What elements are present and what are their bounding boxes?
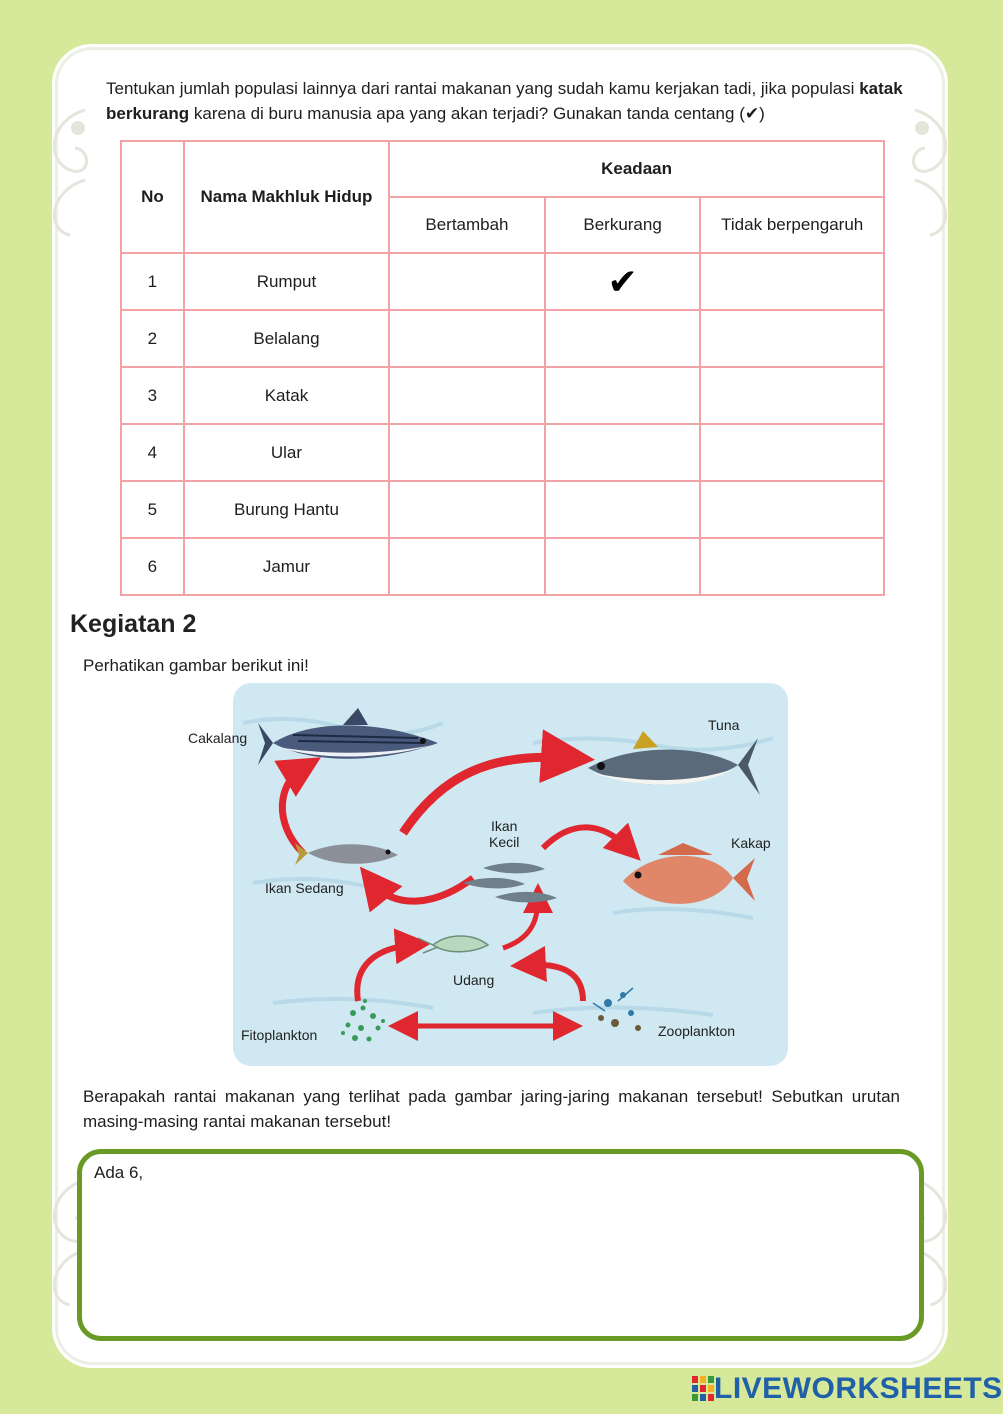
row-no: 5 <box>121 481 184 538</box>
cell-no-effect[interactable] <box>700 538 884 595</box>
label-udang: Udang <box>453 972 495 988</box>
population-table <box>120 140 885 596</box>
header-no: No <box>121 141 184 253</box>
cell-decrease[interactable] <box>545 310 701 367</box>
cell-increase[interactable] <box>389 367 545 424</box>
label-zooplankton: Zooplankton <box>658 1023 736 1039</box>
intro-text-1: Tentukan jumlah populasi lainnya dari rantai makanan yang sudah kamu kerjakan tadi, jika populasi <box>106 79 860 98</box>
cell-decrease[interactable] <box>545 538 701 595</box>
label-tuna: Tuna <box>708 717 740 733</box>
cell-no-effect[interactable] <box>700 481 884 538</box>
cell-decrease[interactable] <box>545 481 701 538</box>
label-ikan-kecil-line1: Ikan <box>491 818 518 834</box>
row-name: Katak <box>184 367 389 424</box>
header-state: Keadaan <box>389 141 884 197</box>
cell-increase[interactable] <box>389 253 545 310</box>
row-name: Burung Hantu <box>184 481 389 538</box>
table-row <box>121 481 884 538</box>
table-row <box>121 253 884 310</box>
answer-textarea[interactable] <box>77 1149 924 1341</box>
table-row <box>121 310 884 367</box>
activity-title: Kegiatan 2 <box>70 610 197 638</box>
label-kakap: Kakap <box>731 835 771 851</box>
row-name: Rumput <box>184 253 389 310</box>
row-name: Belalang <box>184 310 389 367</box>
label-cakalang: Cakalang <box>188 730 248 746</box>
row-no: 3 <box>121 367 184 424</box>
cell-increase[interactable] <box>389 424 545 481</box>
row-no: 4 <box>121 424 184 481</box>
row-name: Jamur <box>184 538 389 595</box>
food-web-diagram <box>188 683 788 1066</box>
row-no: 6 <box>121 538 184 595</box>
row-no: 2 <box>121 310 184 367</box>
intro-text-3: ) <box>759 104 765 123</box>
table-row <box>121 538 884 595</box>
cell-no-effect[interactable] <box>700 310 884 367</box>
intro-instruction <box>106 76 924 126</box>
answer-value: Ada 6, <box>94 1163 144 1182</box>
check-symbol-icon: ✔ <box>744 104 760 123</box>
swirl-ornament-left-top-icon <box>30 100 100 240</box>
intro-bold-text: katak berkurang <box>106 79 903 123</box>
cell-increase[interactable] <box>389 310 545 367</box>
question-text: Berapakah rantai makanan yang terlihat pada gambar jaring-jaring makanan tersebut! Sebutkan urutan masing-masing rantai makanan tersebut! <box>83 1087 900 1131</box>
cell-increase[interactable] <box>389 538 545 595</box>
label-fitoplankton: Fitoplankton <box>241 1027 318 1043</box>
cell-decrease[interactable] <box>545 367 701 424</box>
row-no: 1 <box>121 253 184 310</box>
table-row <box>121 424 884 481</box>
cell-no-effect[interactable] <box>700 367 884 424</box>
cell-decrease[interactable] <box>545 424 701 481</box>
header-increase: Bertambah <box>389 197 545 253</box>
cell-no-effect[interactable] <box>700 424 884 481</box>
liveworksheets-logo <box>692 1372 1003 1406</box>
activity-instruction: Perhatikan gambar berikut ini! <box>83 656 309 675</box>
label-ikan-sedang: Ikan Sedang <box>265 880 344 896</box>
row-name: Ular <box>184 424 389 481</box>
label-ikan-kecil-line2: Kecil <box>489 834 520 850</box>
cell-no-effect[interactable] <box>700 253 884 310</box>
intro-text-2: karena di buru manusia apa yang akan terjadi? Gunakan tanda centang ( <box>189 104 745 123</box>
header-name: Nama Makhluk Hidup <box>184 141 389 253</box>
table-row <box>121 367 884 424</box>
brand-name: LIVEWORKSHEETS <box>714 1372 1003 1405</box>
header-decrease: Berkurang <box>545 197 701 253</box>
header-no-effect: Tidak berpengaruh <box>700 197 884 253</box>
cell-increase[interactable] <box>389 481 545 538</box>
liveworksheets-logo-icon <box>692 1376 714 1402</box>
checkmark-icon: ✔ <box>607 260 638 302</box>
cell-decrease[interactable] <box>545 253 701 310</box>
